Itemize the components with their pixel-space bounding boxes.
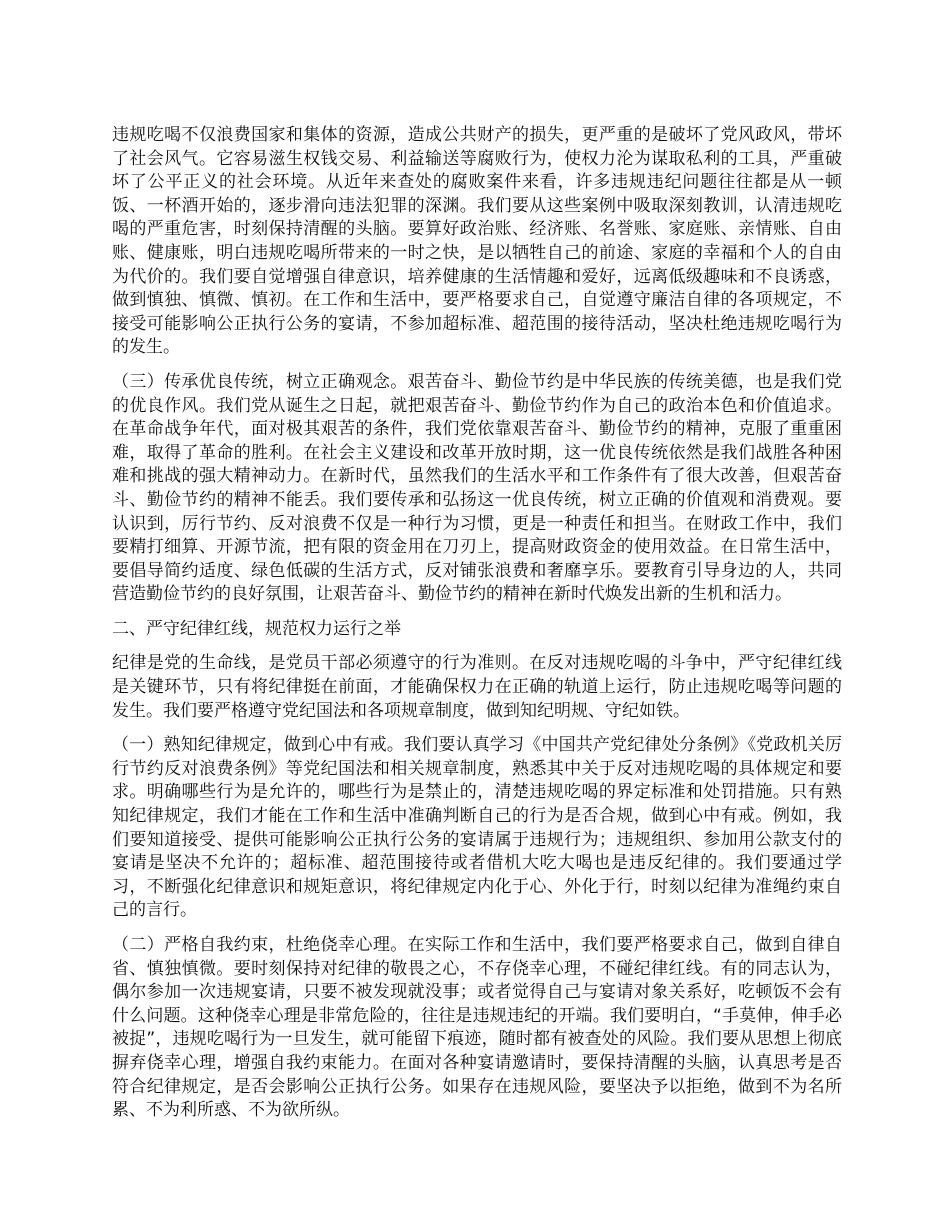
- paragraph-violation-harm: 违规吃喝不仅浪费国家和集体的资源，造成公共财产的损失，更严重的是破坏了党风政风，带坏了社会风气。它容易滋生权钱交易、利益输送等腐败行为，使权力沦为谋取私利的工具，严重破坏了公平正义的社会环境。从近年来查处的腐败案件来看，许多违规违纪问题往往都是从一顿饭、一杯酒开始的，逐步滑向违法犯罪的深渊。我们要从这些案例中吸取深刻教训，认清违规吃喝的严重危害，时刻保持清醒的头脑。要算好政治账、经济账、名誉账、家庭账、亲情账、自由账、健康账，明白违规吃喝所带来的一时之快，是以牺牲自己的前途、家庭的幸福和个人的自由为代价的。我们要自觉增强自律意识，培养健康的生活情趣和爱好，远离低级趣味和不良诱惑，做到慎独、慎微、慎初。在工作和生活中，要严格要求自己，自觉遵守廉洁自律的各项规定，不接受可能影响公正执行公务的宴请，不参加超标准、超范围的接待活动，坚决杜绝违规吃喝行为的发生。: [112, 125, 842, 358]
- paragraph-self-restraint: （二）严格自我约束，杜绝侥幸心理。在实际工作和生活中，我们要严格要求自己，做到自律自省、慎独慎微。要时刻保持对纪律的敬畏之心，不存侥幸心理，不碰纪律红线。有的同志认为，偶尔参加一次违规宴请，只要不被发现就没事；或者觉得自己与宴请对象关系好，吃顿饭不会有什么问题。这种侥幸心理是非常危险的，往往是违规违纪的开端。我们要明白，“手莫伸，伸手必被捉”，违规吃喝行为一旦发生，就可能留下痕迹，随时都有被查处的风险。我们要从思想上彻底摒弃侥幸心理，增强自我约束能力。在面对各种宴请邀请时，要保持清醒的头脑，认真思考是否符合纪律规定，是否会影响公正执行公务。如果存在违规风险，要坚决予以拒绝，做到不为名所累、不为利所惑、不为欲所纵。: [112, 935, 842, 1121]
- paragraph-inherit-tradition: （三）传承优良传统，树立正确观念。艰苦奋斗、勤俭节约是中华民族的传统美德，也是我们党的优良作风。我们党从诞生之日起，就把艰苦奋斗、勤俭节约作为自己的政治本色和价值追求。在革命战争年代，面对极其艰苦的条件，我们党依靠艰苦奋斗、勤俭节约的精神，克服了重重困难，取得了革命的胜利。在社会主义建设和改革开放时期，这一优良传统依然是我们战胜各种困难和挑战的强大精神动力。在新时代，虽然我们的生活水平和工作条件有了很大改善，但艰苦奋斗、勤俭节约的精神不能丢。我们要传承和弘扬这一优良传统，树立正确的价值观和消费观。要认识到，厉行节约、反对浪费不仅是一种行为习惯，更是一种责任和担当。在财政工作中，我们要精打细算、开源节流，把有限的资金用在刀刃上，提高财政资金的使用效益。在日常生活中，要倡导简约适度、绿色低碳的生活方式，反对铺张浪费和奢靡享乐。要教育引导身边的人，共同营造勤俭节约的良好氛围，让艰苦奋斗、勤俭节约的精神在新时代焕发出新的生机和活力。: [112, 371, 842, 605]
- paragraph-know-rules: （一）熟知纪律规定，做到心中有戒。我们要认真学习《中国共产党纪律处分条例》《党政机关厉行节约反对浪费条例》等党纪国法和相关规章制度，熟悉其中关于反对违规吃喝的具体规定和要求。明确哪些行为是允许的，哪些行为是禁止的，清楚违规吃喝的界定标准和处罚措施。只有熟知纪律规定，我们才能在工作和生活中准确判断自己的行为是否合规，做到心中有戒。例如，我们要知道接受、提供可能影响公正执行公务的宴请属于违规行为；违规组织、参加用公款支付的宴请是坚决不允许的；超标准、超范围接待或者借机大吃大喝也是违反纪律的。我们要通过学习，不断强化纪律意识和规矩意识，将纪律规定内化于心、外化于行，时刻以纪律为准绳约束自己的言行。: [112, 735, 842, 921]
- section-heading-discipline: 二、严守纪律红线，规范权力运行之举: [112, 618, 401, 639]
- paragraph-discipline-lifeline: 纪律是党的生命线，是党员干部必须遵守的行为准则。在反对违规吃喝的斗争中，严守纪律红线是关键环节，只有将纪律挺在前面，才能确保权力在正确的轨道上运行，防止违规吃喝等问题的发生。我们要严格遵守党纪国法和各项规章制度，做到知纪明规、守纪如铁。: [112, 653, 842, 721]
- document-body: [112, 124, 842, 1134]
